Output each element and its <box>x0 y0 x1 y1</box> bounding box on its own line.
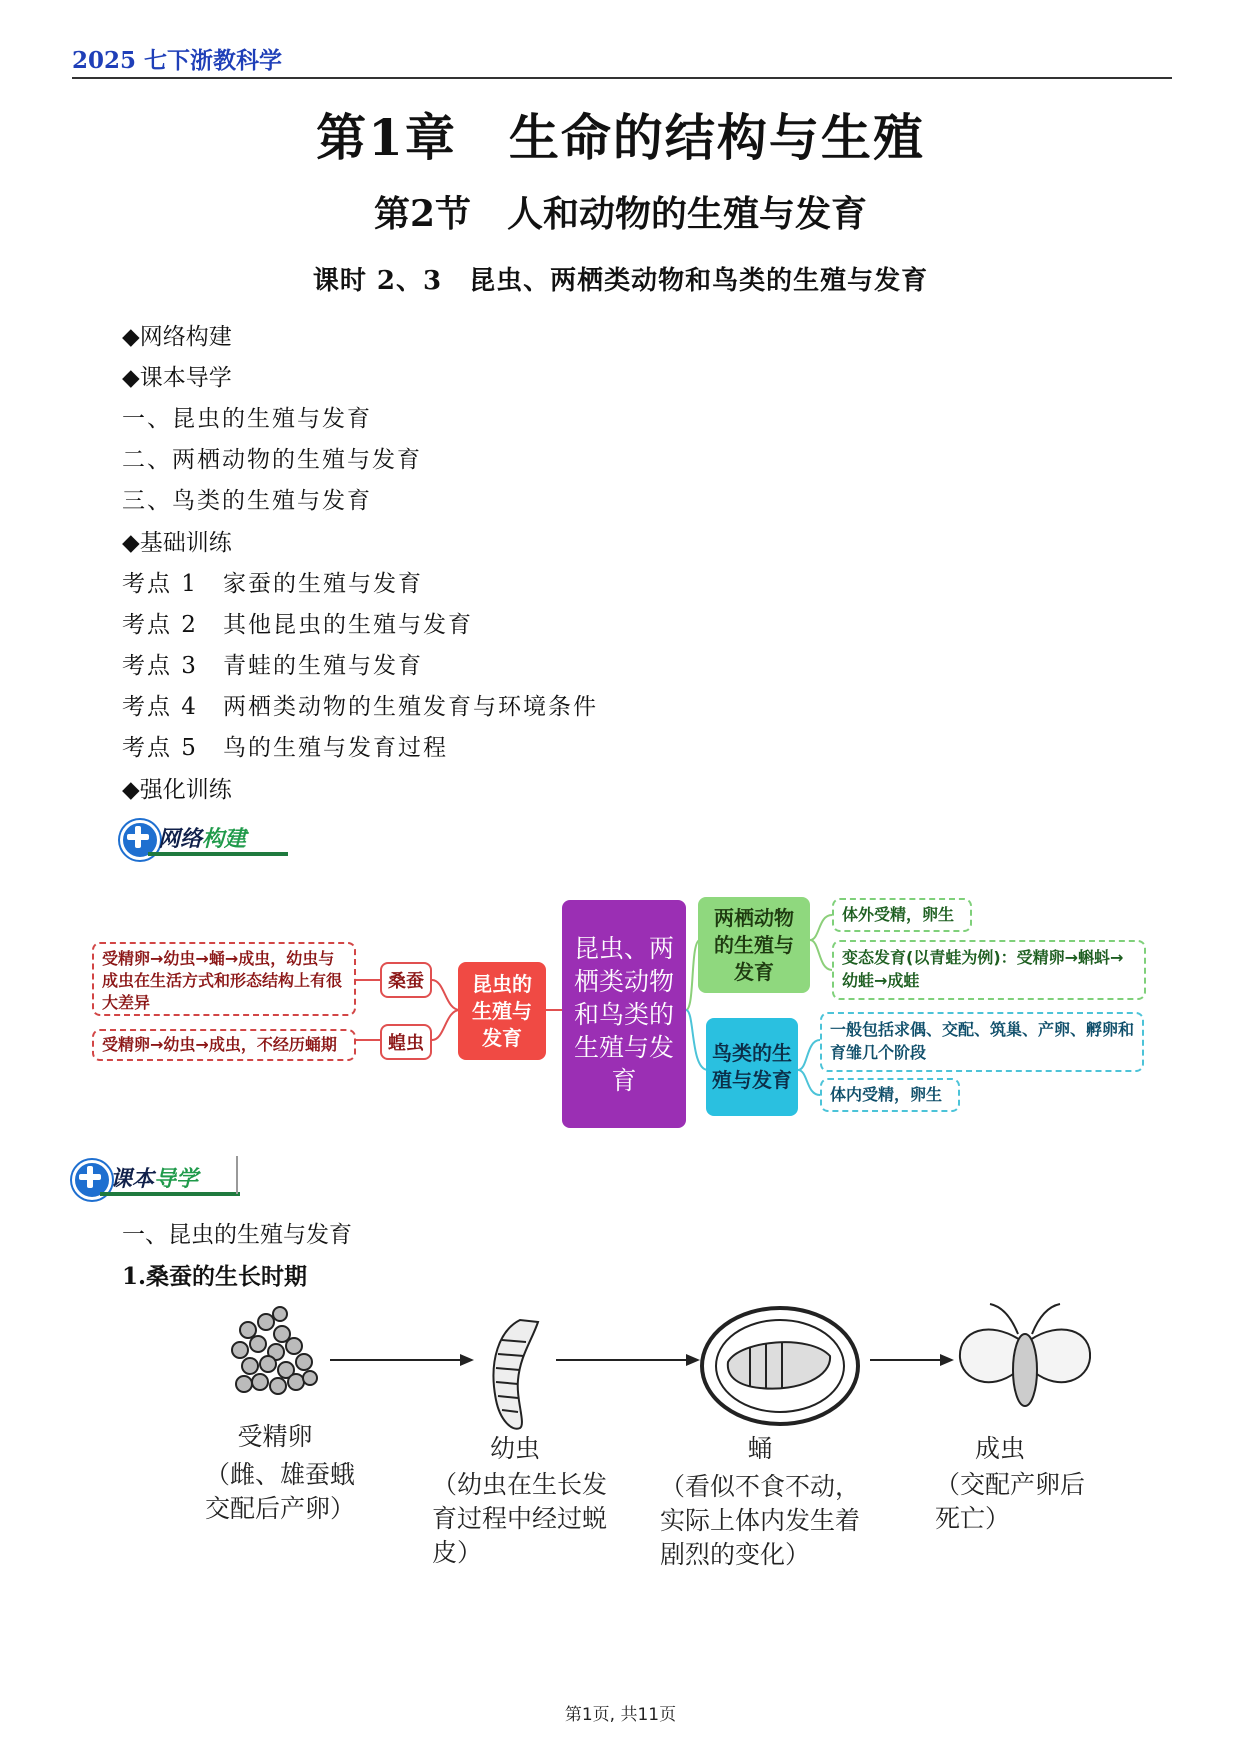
toc-item: ◆基础训练 <box>122 530 232 556</box>
toc-item: 考点 5 鸟的生殖与发育过程 <box>122 735 448 761</box>
locust-desc: 受精卵→幼虫→成虫，不经历蛹期 <box>92 1029 356 1061</box>
stage-larva-name: 幼虫 <box>489 1434 540 1463</box>
chapter-title: 第1章 生命的结构与生殖 <box>316 108 925 167</box>
center-node: 昆虫、两栖类动物和鸟类的生殖与发育 <box>562 900 686 1128</box>
toc-item: 考点 2 其他昆虫的生殖与发育 <box>122 612 473 638</box>
birds-item1: 一般包括求偶、交配、筑巢、产卵、孵卵和育雏几个阶段 <box>820 1012 1144 1072</box>
toc-item: 一、昆虫的生殖与发育 <box>122 406 372 432</box>
toc-item: ◆强化训练 <box>122 777 232 803</box>
banner-network-a: 网络 <box>158 827 203 852</box>
banner-network <box>120 818 290 860</box>
toc-item: ◆网络构建 <box>122 324 232 350</box>
header-rule <box>72 77 1172 79</box>
banner-guide <box>72 1158 242 1200</box>
section-title: 第2节 人和动物的生殖与发育 <box>373 193 868 235</box>
stage-egg-note: （雌、雄蚕蛾交配后产卵） <box>205 1460 356 1523</box>
birds-item2: 体内受精，卵生 <box>820 1078 960 1112</box>
birds-node: 鸟类的生殖与发育 <box>706 1018 798 1116</box>
stage-pupa-note: （看似不食不动，实际上体内发生着剧烈的变化） <box>660 1472 861 1569</box>
page-header: 2025 七下浙教科学 <box>72 47 283 74</box>
amphibians-item2: 变态发育(以青蛙为例)：受精卵→蝌蚪→幼蛙→成蛙 <box>832 940 1146 1000</box>
toc-item: 考点 4 两栖类动物的生殖发育与环境条件 <box>122 694 598 720</box>
toc-item: 考点 1 家蚕的生殖与发育 <box>122 571 423 597</box>
pupa-cocoon-icon <box>702 1308 858 1424</box>
amphibians-item1: 体外受精，卵生 <box>832 898 972 932</box>
banner-guide-b: 导学 <box>154 1167 199 1192</box>
locust-node: 蝗虫 <box>380 1024 432 1060</box>
larva-icon <box>493 1320 538 1429</box>
banner-network-b: 构建 <box>202 827 247 852</box>
stage-pupa-name: 蛹 <box>747 1434 773 1463</box>
stage-egg-name: 受精卵 <box>237 1422 313 1451</box>
page-footer: 第1页, 共11页 <box>564 1705 677 1725</box>
toc-item: ◆课本导学 <box>122 365 232 391</box>
stage-adult-note: （交配产卵后死亡） <box>935 1470 1086 1533</box>
toc-item: 二、两栖动物的生殖与发育 <box>122 447 422 473</box>
banner-guide-a: 课本 <box>110 1167 155 1192</box>
stage-larva-note: （幼虫在生长发育过程中经过蜕皮） <box>432 1470 608 1567</box>
section-heading: 一、昆虫的生殖与发育 <box>122 1222 352 1248</box>
toc-item: 三、鸟类的生殖与发育 <box>122 488 372 514</box>
stage-adult-name: 成虫 <box>974 1434 1025 1463</box>
lesson-title: 课时 2、3 昆虫、两栖类动物和鸟类的生殖与发育 <box>312 266 929 296</box>
silkworm-desc: 受精卵→幼虫→蛹→成虫，幼虫与成虫在生活方式和形态结构上有很大差异 <box>92 942 356 1016</box>
moth-icon <box>960 1304 1090 1406</box>
amphibians-node: 两栖动物的生殖与发育 <box>698 897 810 993</box>
silkworm-lifecycle-figure <box>220 1300 1100 1440</box>
eggs-icon <box>232 1307 317 1394</box>
toc-item: 考点 3 青蛙的生殖与发育 <box>122 653 423 679</box>
silkworm-node: 桑蚕 <box>380 962 432 998</box>
section-subheading: 1.桑蚕的生长时期 <box>122 1263 308 1290</box>
insects-node: 昆虫的生殖与发育 <box>458 962 546 1060</box>
